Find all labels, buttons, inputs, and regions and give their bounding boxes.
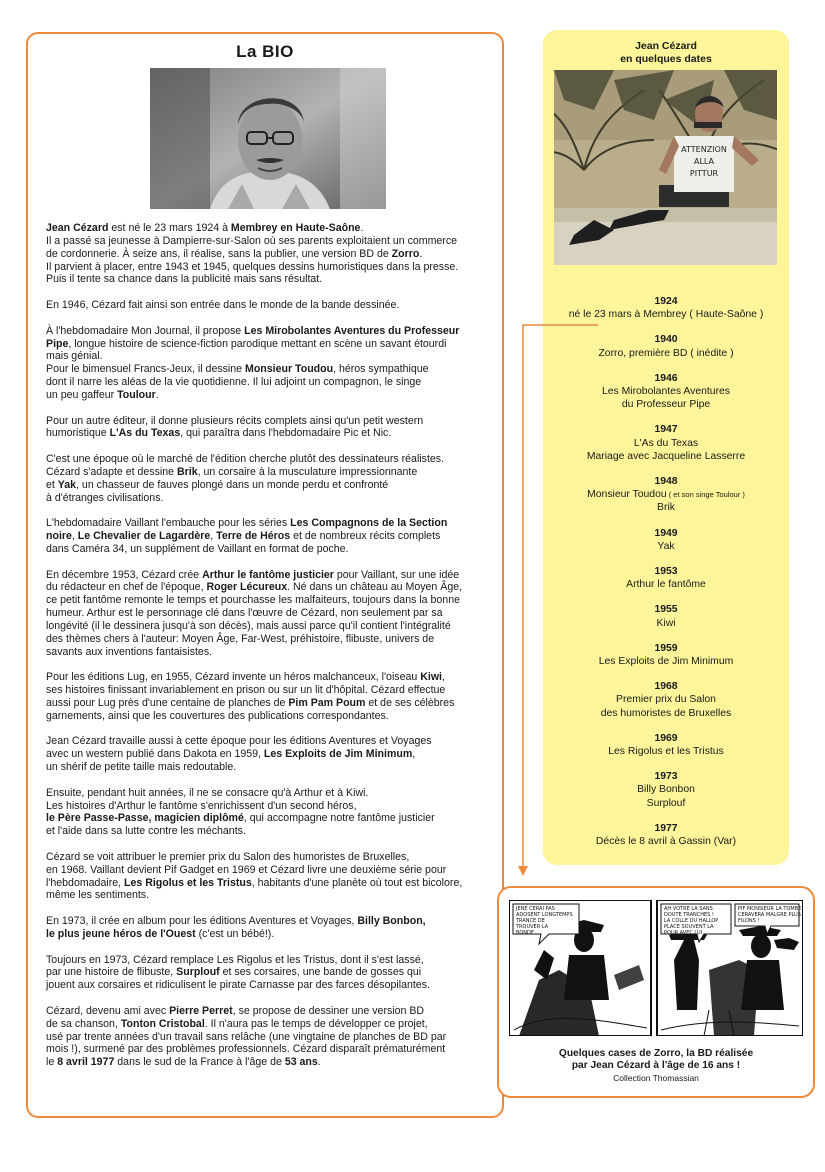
bio-text-run: de sa chanson, [46,1017,121,1030]
date-year: 1955 [654,604,678,616]
bio-text-run: et l'aide dans sa lutte contre les méchants. [46,825,246,838]
bio-text-run: dans Caméra 34, un supplément de Vaillant en format de poche. [46,542,349,555]
bio-text-run: pour Vaillant, sur une idée [333,568,460,581]
bio-text-run: du rédacteur en chef de l'époque, [46,581,207,594]
bio-text-run: dans le sud de la France à l'âge de [114,1056,285,1069]
bio-text-run: un peu gaffeur [46,388,118,401]
bio-highlight: noire [46,530,72,543]
bio-highlight: Brik [177,465,198,478]
svg-text:PITTUR: PITTUR [689,169,719,178]
zorro-comic-strip [509,900,803,1036]
bio-text-run: En 1973, il crée en album pour les éditions Aventures et Voyages, [46,915,358,928]
date-text-run: né le 23 mars à Membrey ( Haute-Saône ) [568,309,764,321]
bio-title: La BIO [236,42,294,61]
bio-text-run: usé par trente années d'un travail sans relâche (une vingtaine de planches de BD par [46,1030,447,1043]
bio-text-run: Toujours en 1973, Cézard remplace Les Rigolus et les Tristus, dont il s'est lassé, [46,953,424,966]
bio-text-run: Il a passé sa jeunesse à Dampierre-sur-Salon où ses parents exploitaient un commerce [46,234,458,247]
date-year: 1959 [654,642,678,654]
date-text [543,745,789,758]
bio-text [46,222,492,1069]
bio-paragraph [46,735,492,774]
bio-text-run: mais génial. [46,350,103,363]
bio-text-run: . [360,222,364,234]
bio-text-run: Pour un autre éditeur, il donne plusieurs récits complets ainsi qu'un petit western [46,414,424,427]
bio-highlight: Pierre Perret [169,1004,233,1017]
date-year: 1969 [654,732,678,744]
date-year: 1949 [654,527,678,539]
bio-text-run: par une histoire de flibuste, [46,966,177,979]
dates-panel [543,30,789,865]
bio-paragraph [46,415,492,441]
bio-text-run: , un corsaire à la musculature impressionnante [197,465,418,478]
bio-text-run: En 1946, Cézard fait ainsi son entrée dans le monde de la bande dessinée. [46,299,400,312]
comic-caption: Quelques cases de Zorro, la BD réalisée par Jean Cézard à l'âge de 16 ans ! [558,1048,754,1071]
date-text-run: Billy Bonbon [637,784,695,796]
bio-text-run: , qui paraîtra dans l'hebdomadaire Pic et Nic. [180,427,392,440]
bio-text-run: des thèmes chers à l'auteur: Moyen Âge, Far-West, préhistoire, flibuste, univers de [46,632,435,645]
dates-title [543,40,789,66]
comic-bubble-3: PIF MONSIEUR LA TOMBE CERAVERA MALGRE PLUS FILONS ! [738,906,802,924]
bio-panel [26,32,504,1118]
bio-text-run: garnements, ainsi que les couvertures des publications correspondantes. [46,709,389,722]
date-note: ( et son singe Toulour ) [666,490,745,500]
date-text-run: Monsieur Toudou [587,489,667,501]
bio-text-run: Cézard s'adapte et dessine [46,465,177,478]
date-text-run: Décès le 8 avril à Gassin (Var) [595,836,737,848]
bio-text-run: . [419,247,423,260]
bio-text-run: en 1968. Vaillant devient Pif Gadget en 1969 et Cézard livre une deuxième série pour [46,863,447,876]
bio-paragraph [46,453,492,504]
svg-text:ALLA: ALLA [693,157,715,166]
bio-text-run: savants aux inventions fantaisistes. [46,645,213,658]
date-entry [543,372,789,412]
bio-text-run: mois !), surmené par des problèmes professionnels. Cézard disparaît prématurément [46,1043,446,1056]
bio-highlight: L'As du Texas [109,427,181,440]
bio-text-run: ses histoires finissant invariablement en prison ou sur un lit d'hôpital. Cézard effectue [46,684,446,697]
bio-text-run: En décembre 1953, Cézard crée [46,568,203,581]
date-entry [543,642,789,668]
bio-text-run: à d'étranges civilisations. [46,491,164,504]
date-text [543,693,789,719]
bio-paragraph [46,1005,492,1069]
bio-paragraph [46,787,492,838]
date-text [543,308,789,321]
bio-text-run: . Il n'aura pas le temps de développer ce projet, [204,1017,428,1030]
date-text [543,347,789,360]
bio-text-run: , [210,530,217,543]
bio-text-run: , se propose de dessiner une version BD [232,1004,425,1017]
date-entry [543,680,789,720]
bio-text-run: aussi pour Lug près d'une centaine de planches de [46,696,289,709]
date-entry [543,295,789,321]
bio-text-run: Il parvient à placer, entre 1943 et 1945, quelques dessins humoristiques dans la presse. [46,260,459,273]
date-text-run: Les Mirobolantes Aventures [601,386,731,398]
bio-highlight: Zorro [391,247,420,260]
date-entry [543,527,789,553]
bio-text-run: . Né dans un château au Moyen Âge, [287,581,463,594]
bio-text-run: , [412,748,416,761]
bio-highlight: Toulour [117,388,156,401]
bio-text-run: À l'hebdomadaire Mon Journal, il propose [46,324,245,337]
comic-credit: Collection Thomassian [613,1073,699,1083]
date-text-run: Les Exploits de Jim Minimum [598,656,734,668]
bio-paragraph [46,517,492,556]
dates-list [543,295,789,860]
bio-text-run: Puis il tente sa chance dans la publicité mais sans résultat. [46,273,323,286]
bio-highlight: Les Mirobolantes Aventures du Professeur [244,324,460,337]
bio-paragraph [46,671,492,722]
date-text-run: Premier prix du Salon [616,694,716,706]
bio-text-run: dont il narre les aléas de la vie quotidienne. Il lui adjoint un compagnon, le singe [46,376,422,389]
date-text-run: des humoristes de Bruxelles [600,707,732,719]
date-text-run: Les Rigolus et les Tristus [608,746,724,758]
date-entry [543,770,789,810]
bio-text-run: l'hebdomadaire, [46,876,124,889]
bio-text-run: . [317,1056,321,1069]
bio-paragraph [46,222,492,286]
bio-highlight: Terre de Héros [216,530,291,543]
date-year: 1924 [654,296,678,307]
date-text-run: Brik [657,502,675,514]
bio-highlight: Le Chevalier de Lagardère [77,530,211,543]
bio-highlight: Billy Bonbon, [357,915,426,928]
bio-text-run: (c'est un bébé!). [195,927,275,940]
bio-text-run: , habitants d'une planète où tout est bicolore, [251,876,463,889]
bio-paragraph [46,915,492,941]
bio-text-run: L'hebdomadaire Vaillant l'embauche pour les séries [46,517,291,530]
bio-text-run: , longue histoire de science-fiction parodique mettant en scène un savant étourdi [68,337,447,350]
bio-highlight: Tonton Cristobal [120,1017,205,1030]
date-text [543,617,789,630]
bio-highlight: le Père Passe-Passe, magicien diplômé [46,812,244,825]
bio-highlight: Arthur le fantôme justicier [202,568,334,581]
bio-highlight: Surplouf [176,966,220,979]
date-text-run: L'As du Texas [633,437,699,449]
bio-text-run: Cézard se voit attribuer le premier prix du Salon des humoristes de Bruxelles, [46,850,410,863]
bio-text-run: . [155,388,159,401]
date-text [543,783,789,809]
bio-highlight: 8 avril 1977 [57,1056,115,1069]
comic-bubble-2: AH VOTRE LA SANS DOUTE TRANCHES ! LA COLLE DU HALLOP PLACE SOUVENT LA POUR AVEC LUI [664,906,719,936]
bio-text-run: et ses corsaires, une bande de gosses qui [219,966,422,979]
dates-photo [554,70,777,265]
bio-highlight: le plus jeune héros de l'Ouest [46,927,196,940]
bio-text-run: , héros sympathique [333,363,429,376]
date-year: 1977 [654,822,678,834]
svg-text:ATTENZION: ATTENZION [681,145,727,154]
bio-highlight: Les Compagnons de la Section [290,517,448,530]
date-text-run: Kiwi [656,617,676,629]
bio-highlight: Les Rigolus et les Tristus [124,876,252,889]
bio-highlight: Membrey en Haute-Saône [230,222,361,234]
bio-text-run: Pour le bimensuel Francs-Jeux, il dessine [46,363,246,376]
date-year: 1968 [654,681,678,693]
bio-highlight: Pipe [46,337,69,350]
bio-text-run: humeur. Arthur est le personnage clé dans l'œuvre de Cézard, non seulement par sa [46,607,443,620]
date-text [543,540,789,553]
comic-bubble-1: JENE CERAI PAS ADOSENT LONGTEMPS TRANCE DE TROUVER LA BONDE [516,906,573,936]
date-year: 1953 [654,566,678,578]
bio-text-run: le [46,1056,58,1069]
bio-text-run: , [71,530,78,543]
date-year: 1947 [654,424,678,436]
bio-highlight: Pim Pam Poum [288,696,366,709]
bio-text-run: longévité (il le dessinera jusqu'à son décès), mais aussi parce qu'il contient l'intégralité [46,619,451,632]
bio-highlight: Monsieur Toudou [245,363,334,376]
bio-text-run: est né le 23 mars 1924 à [108,222,231,234]
dates-title-text: Jean Cézard en quelques dates [620,40,712,65]
bio-text-run: Pour les éditions Lug, en 1955, Cézard invente un héros malchanceux, l'oiseau [46,671,421,684]
bio-paragraph [46,569,492,659]
bio-text-run: de cordonnerie. À seize ans, il réalise, sans la publier, une version BD de [46,247,392,260]
date-text-run: du Professeur Pipe [621,399,711,411]
comic-panel [497,886,815,1098]
bio-paragraph [46,851,492,902]
bio-text-run: un shérif de petite taille mais redoutable. [46,761,237,774]
bio-text-run: Cézard, devenu ami avec [46,1004,170,1017]
date-text-run: Surplouf [646,797,686,809]
portrait-photo [150,68,386,209]
date-text-run: Arthur le fantôme [626,579,706,591]
bio-highlight: Jean Cézard [46,222,109,234]
date-text [543,655,789,668]
bio-text-run: humoristique [46,427,110,440]
bio-text-run: Les histoires d'Arthur le fantôme s'enrichissent d'un second héros, [46,799,357,812]
bio-highlight: Kiwi [420,671,442,684]
bio-text-run: avec un western publié dans Dakota en 1959, [46,748,264,761]
date-text-run: Mariage avec Jacqueline Lasserre [586,450,746,462]
date-entry [543,822,789,848]
date-entry [543,333,789,359]
bio-text-run: C'est une époque où le marché de l'édition cherche plutôt des dessinateurs réalistes. [46,453,445,465]
bio-highlight: Les Exploits de Jim Minimum [263,748,413,761]
bio-text-run: , qui accompagne notre fantôme justicier [243,812,435,825]
date-text [543,835,789,848]
bio-text-run: et de ses célèbres [365,696,455,709]
date-entry [543,423,789,463]
date-year: 1946 [654,372,678,384]
date-year: 1948 [654,476,678,488]
bio-text-run: Jean Cézard travaille aussi à cette époque pour les éditions Aventures et Voyages [46,735,432,748]
bio-text-run: et [46,478,58,491]
date-year: 1973 [654,771,678,783]
date-text [543,437,789,463]
bio-text-run: même les sentiments. [46,889,150,902]
date-text [543,578,789,591]
bio-paragraph [46,954,492,993]
bio-text-run: ce petit fantôme remonte le temps et pourchasse les malfaiteurs, toujours dans la bonne [46,594,460,607]
bio-text-run: Ensuite, pendant huit années, il ne se consacre qu'à Arthur et à Kiwi. [46,786,369,799]
date-text [543,385,789,411]
bio-text-run: et de nombreux récits complets [290,530,441,543]
date-entry [543,732,789,758]
bio-highlight: 53 ans [284,1056,318,1069]
date-entry [543,603,789,629]
date-entry [543,565,789,591]
bio-paragraph [46,299,492,312]
date-text-run: Yak [657,540,675,552]
bio-highlight: Yak [57,478,77,491]
date-text-run: Zorro, première BD ( inédite ) [598,347,734,359]
date-year: 1940 [654,334,678,346]
date-text [543,488,789,514]
bio-paragraph [46,325,492,402]
date-entry [543,475,789,515]
bio-text-run: jouent aux corsaires et ridiculisent le pirate Carnasse par des farces désopilantes. [46,979,430,992]
bio-text-run: , [442,671,445,684]
bio-text-run: , un chasseur de fauves plongé dans un monde perdu et confronté [76,478,389,491]
bio-highlight: Roger Lécureux [206,581,288,594]
